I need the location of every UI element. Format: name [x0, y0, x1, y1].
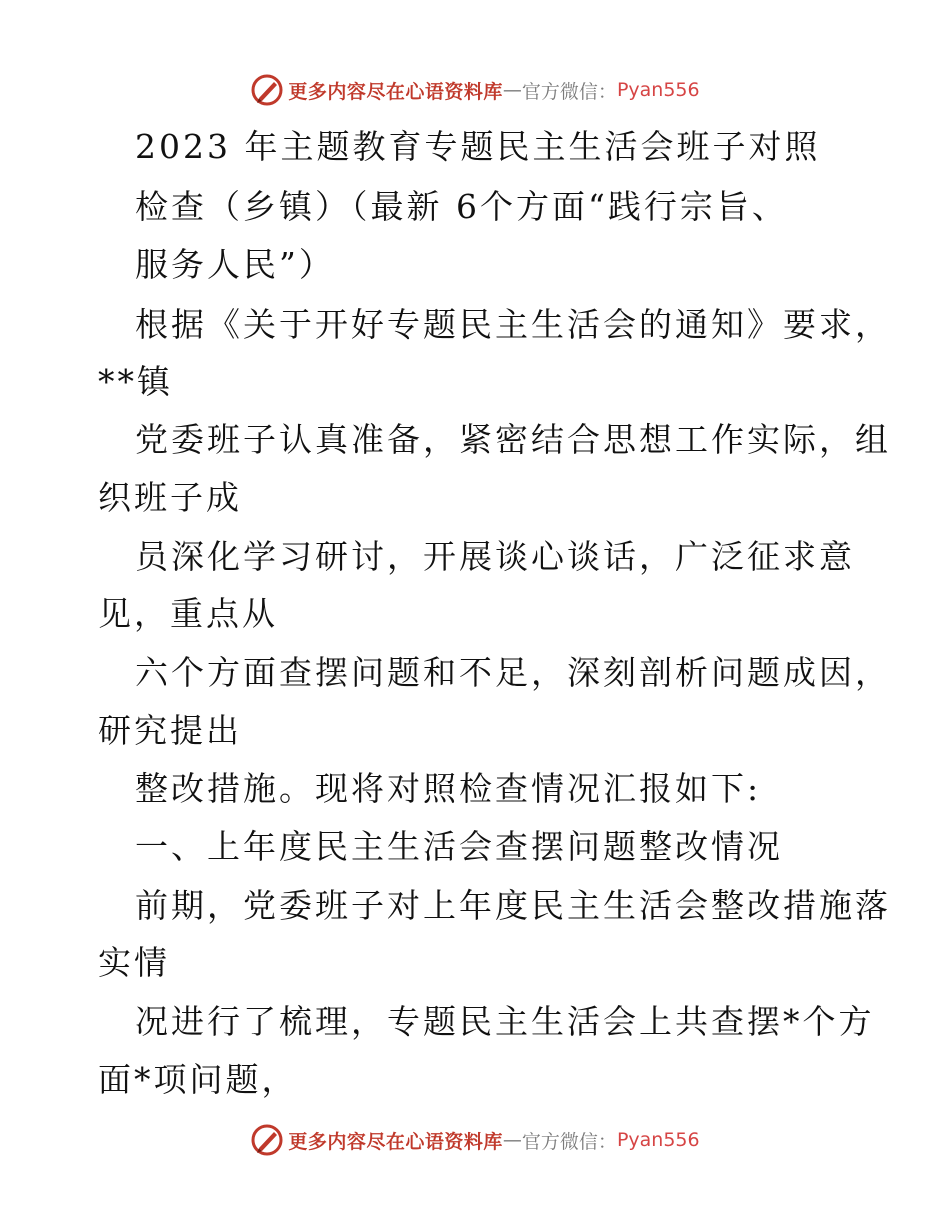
header-watermark — [0, 70, 950, 110]
body-line: 党委班子认真准备，紧密结合思想工作实际，组 — [135, 420, 891, 459]
body-line: 实情 — [98, 943, 170, 982]
title-line-1: 2023 年主题教育专题民主生活会班子对照 — [135, 127, 821, 166]
watermark-dash: — — [502, 79, 522, 101]
body-line: 面*项问题， — [98, 1060, 298, 1099]
body-line: 见，重点从 — [98, 594, 278, 633]
body-line: 织班子成 — [98, 478, 242, 517]
body-line: 整改措施。现将对照检查情况汇报如下: — [135, 769, 762, 808]
section-heading: 一、上年度民主生活会查摆问题整改情况 — [135, 827, 783, 866]
body-line: 员深化学习研讨，开展谈心谈话，广泛征求意 — [135, 537, 855, 576]
footer-watermark — [0, 1120, 950, 1160]
pen-logo-icon — [250, 73, 284, 107]
title-line-2: 检查（乡镇）（最新 6个方面“践行宗旨、 — [135, 187, 788, 226]
body-line: 六个方面查摆问题和不足，深刻剖析问题成因， — [135, 653, 891, 692]
body-line: 研究提出 — [98, 711, 242, 750]
watermark-site-text: 更多内容尽在心语资料库 — [288, 1130, 503, 1153]
pen-logo-icon — [250, 1123, 284, 1157]
body-line: 况进行了梳理，专题民主生活会上共查摆*个方 — [135, 1002, 875, 1041]
body-line: 前期，党委班子对上年度民主生活会整改措施落 — [135, 886, 891, 925]
watermark-wechat-label: 官方微信： — [521, 1130, 617, 1153]
body-line: **镇 — [98, 362, 173, 401]
watermark-site-text: 更多内容尽在心语资料库 — [288, 80, 503, 103]
watermark-wechat-label: 官方微信： — [521, 80, 617, 103]
body-line: 根据《关于开好专题民主生活会的通知》要求， — [135, 305, 891, 344]
watermark-wechat-id: Pyan556 — [616, 79, 700, 101]
title-line-3: 服务人民”） — [135, 245, 335, 284]
watermark-wechat-id: Pyan556 — [616, 1129, 700, 1151]
watermark-dash: — — [502, 1129, 522, 1151]
